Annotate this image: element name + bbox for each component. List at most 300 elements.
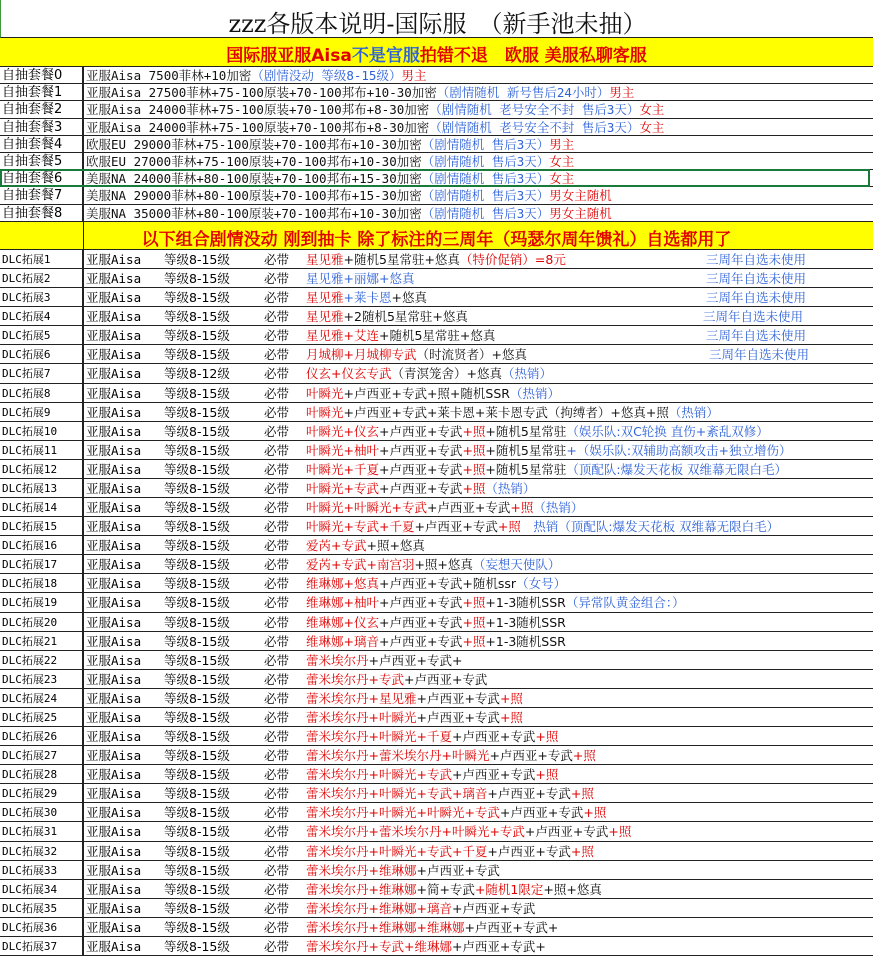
dlc-segment: 蕾米埃尔丹+蕾米埃尔丹+叶瞬光+专武 (306, 824, 525, 840)
dlc-name[interactable]: DLC拓展10 (0, 422, 83, 440)
dlc-name[interactable]: DLC拓展36 (0, 918, 83, 936)
dlc-server: 亚服Aisa (86, 652, 142, 668)
dlc-segment: +卢西亚+专武+ (368, 652, 463, 668)
dlc-segment: （热销） (509, 385, 560, 401)
package-name[interactable]: 自抽套餐3 (0, 119, 83, 135)
dlc-row[interactable] (0, 345, 873, 364)
dlc-segment: +卢西亚+专武 (378, 614, 463, 630)
dlc-name[interactable]: DLC拓展11 (0, 441, 83, 459)
dlc-segment: +卢西亚+专武 (426, 500, 511, 516)
dlc-segment: +照+悠真 (543, 881, 602, 897)
dlc-row[interactable] (0, 918, 873, 937)
banner-combo-notice[interactable] (0, 222, 873, 250)
dlc-name[interactable]: DLC拓展37 (0, 937, 83, 955)
dlc-segment: +照 (462, 480, 486, 496)
dlc-row[interactable] (0, 899, 873, 918)
banner-policy: 拍错不退 欧服 美服私聊客服 (419, 46, 647, 66)
dlc-content (306, 326, 495, 344)
dlc-content (306, 937, 546, 955)
dlc-level: 等级8-15级 (164, 690, 230, 706)
dlc-row[interactable] (0, 861, 873, 880)
package-note: （剧情随机 新号售后24小时） (436, 85, 610, 101)
dlc-row[interactable] (0, 498, 873, 517)
package-spec: 29000菲林+75-100原装+70-100邦布+10-30加密 (133, 136, 422, 152)
dlc-row[interactable] (0, 441, 873, 460)
dlc-name[interactable]: DLC拓展13 (0, 479, 83, 497)
dlc-name[interactable]: DLC拓展19 (0, 593, 83, 611)
package-row[interactable] (0, 84, 873, 101)
dlc-must: 必带 (264, 862, 290, 878)
dlc-content (306, 517, 779, 535)
package-row[interactable] (0, 170, 873, 187)
dlc-segment: +卢西亚+专武+ (451, 938, 546, 954)
dlc-segment: 星见雅 (306, 252, 344, 267)
dlc-name[interactable]: DLC拓展21 (0, 632, 83, 650)
dlc-must: 必带 (264, 824, 290, 840)
dlc-segment: （热销） (533, 500, 584, 516)
dlc-row[interactable] (0, 689, 873, 708)
package-server: 亚服Aisa (86, 85, 149, 101)
dlc-must: 必带 (264, 671, 290, 687)
dlc-segment: +卢西亚+专武 (378, 633, 463, 649)
dlc-level: 等级8-15级 (164, 500, 230, 516)
dlc-segment: +随机5星常驻+悠真 (378, 328, 496, 344)
package-note: （剧情随机 老号安全不封 售后3天） (429, 119, 640, 135)
dlc-level: 等级8-15级 (164, 614, 230, 630)
dlc-name[interactable]: DLC拓展33 (0, 861, 83, 879)
package-detail[interactable] (83, 84, 634, 100)
dlc-server: 亚服Aisa (86, 461, 142, 477)
dlc-segment: 爱芮+专武 (306, 538, 367, 554)
dlc-anniversary-note: 三周年自选未使用 (706, 271, 807, 287)
dlc-row[interactable] (0, 937, 873, 956)
dlc-segment: +卢西亚+专武 (378, 442, 463, 458)
dlc-must: 必带 (264, 805, 290, 821)
dlc-row[interactable] (0, 574, 873, 593)
dlc-row[interactable] (0, 288, 873, 307)
dlc-row[interactable] (0, 593, 873, 612)
package-spec: 7500菲林+10加密 (148, 68, 252, 83)
dlc-segment: +随机5星常驻 (485, 423, 567, 439)
package-detail[interactable] (83, 205, 612, 221)
dlc-segment: +卢西亚+专武 (451, 729, 536, 745)
dlc-content (306, 345, 527, 363)
dlc-segment: 蕾米埃尔丹+星见雅 (306, 690, 417, 706)
package-tag: 女主 (549, 154, 575, 169)
dlc-segment: +照 (462, 633, 486, 649)
dlc-server: 亚服Aisa (86, 480, 142, 496)
dlc-row[interactable] (0, 803, 873, 822)
dlc-row[interactable] (0, 326, 873, 345)
dlc-content (306, 536, 425, 554)
dlc-segment: +卢西亚+专武 (451, 767, 536, 783)
dlc-segment: 叶瞬光+叶瞬光+专武 (306, 500, 427, 516)
dlc-segment: 蕾米埃尔丹+维琳娜 (306, 881, 417, 897)
dlc-must: 必带 (264, 767, 290, 783)
dlc-segment: （顶配队:爆发天花板 双维幕无限白毛） (566, 461, 788, 477)
dlc-server: 亚服Aisa (86, 595, 142, 611)
dlc-segment: +随机5星常驻 (485, 442, 567, 458)
package-server: 亚服Aisa (86, 119, 149, 135)
dlc-level: 等级8-15级 (164, 480, 230, 496)
dlc-row[interactable] (0, 880, 873, 899)
package-note: （剧情随机 老号安全不封 售后3天） (429, 102, 640, 118)
dlc-segment: （热销） (668, 404, 719, 420)
dlc-server: 亚服Aisa (86, 709, 142, 725)
dlc-content (306, 364, 552, 382)
package-name[interactable]: 自抽套餐5 (0, 153, 83, 169)
dlc-level: 等级8-15级 (164, 271, 230, 287)
package-server: 美服NA (86, 171, 134, 187)
dlc-server: 亚服Aisa (86, 271, 142, 287)
dlc-segment: 仪玄+仪玄专武 (306, 366, 392, 382)
dlc-level: 等级8-15级 (164, 748, 230, 764)
dlc-segment: （热销） (501, 366, 552, 382)
package-server: 亚服Aisa (86, 68, 149, 83)
dlc-segment: +卢西亚+专武 (451, 900, 536, 916)
dlc-segment: 星见雅+艾连 (306, 328, 379, 344)
package-row[interactable] (0, 205, 873, 222)
dlc-content (306, 861, 500, 879)
dlc-segment: +卢西亚+专武 (378, 461, 463, 477)
dlc-name[interactable]: DLC拓展17 (0, 555, 83, 573)
dlc-row[interactable] (0, 555, 873, 574)
dlc-segment: +照 (583, 805, 607, 821)
dlc-row[interactable] (0, 422, 873, 441)
dlc-name[interactable]: DLC拓展1 (0, 250, 83, 268)
banner-combo-text: 以下组合剧情没动 刚到抽卡 除了标注的三周年（玛瑟尔周年馈礼）自选都用了 (141, 230, 732, 250)
package-tag: 男主 (549, 136, 575, 152)
dlc-content (306, 822, 631, 840)
dlc-content (306, 384, 560, 402)
dlc-name[interactable]: DLC拓展22 (0, 651, 83, 669)
package-tag: 女主 (639, 119, 665, 135)
dlc-level: 等级8-15级 (164, 671, 230, 687)
dlc-name[interactable]: DLC拓展16 (0, 536, 83, 554)
package-spec: 27500菲林+75-100原装+70-100邦布+10-30加密 (148, 85, 437, 101)
dlc-name[interactable]: DLC拓展23 (0, 670, 83, 688)
dlc-level: 等级8-15级 (164, 786, 230, 802)
package-spec: 24000菲林+75-100原装+70-100邦布+8-30加密 (148, 119, 430, 135)
dlc-row[interactable] (0, 708, 873, 727)
dlc-must: 必带 (264, 328, 290, 344)
dlc-must: 必带 (264, 252, 290, 267)
dlc-segment: +卢西亚+专武 (499, 805, 584, 821)
dlc-name[interactable]: DLC拓展8 (0, 384, 83, 402)
dlc-row[interactable] (0, 307, 873, 326)
dlc-server: 亚服Aisa (86, 442, 142, 458)
dlc-row[interactable] (0, 384, 873, 403)
banner-server-notice[interactable] (0, 38, 873, 67)
package-tag: 女主 (639, 102, 665, 118)
dlc-must: 必带 (264, 480, 290, 496)
dlc-segment: （异常队黄金组合：） (565, 595, 685, 611)
dlc-row[interactable] (0, 670, 873, 689)
dlc-must: 必带 (264, 614, 290, 630)
dlc-segment: +莱卡恩 (343, 290, 392, 306)
package-row[interactable] (0, 119, 873, 136)
dlc-name[interactable]: DLC拓展15 (0, 517, 83, 535)
dlc-name[interactable]: DLC拓展5 (0, 326, 83, 344)
dlc-server: 亚服Aisa (86, 557, 142, 573)
package-detail[interactable] (83, 136, 574, 152)
dlc-must: 必带 (264, 423, 290, 439)
dlc-server: 亚服Aisa (86, 843, 142, 859)
dlc-server: 亚服Aisa (86, 805, 142, 821)
dlc-anniversary-note: 三周年自选未使用 (709, 347, 810, 363)
dlc-row[interactable] (0, 536, 873, 555)
dlc-server: 亚服Aisa (86, 500, 142, 516)
dlc-segment: （时流贤者）+悠真 (416, 347, 527, 363)
dlc-segment: +1-3随机SSR (485, 614, 566, 630)
dlc-row[interactable] (0, 727, 873, 746)
dlc-level: 等级8-15级 (164, 538, 230, 554)
dlc-must: 必带 (264, 843, 290, 859)
dlc-level: 等级8-15级 (164, 805, 230, 821)
package-note: （剧情随机 售后3天） (421, 154, 550, 169)
dlc-level: 等级8-15级 (164, 919, 230, 935)
dlc-content (306, 632, 566, 650)
dlc-row[interactable] (0, 822, 873, 841)
dlc-name[interactable]: DLC拓展2 (0, 269, 83, 287)
dlc-server: 亚服Aisa (86, 614, 142, 630)
dlc-row[interactable] (0, 479, 873, 498)
package-detail[interactable] (83, 153, 574, 169)
package-spec: 24000菲林+75-100原装+70-100邦布+8-30加密 (148, 102, 430, 118)
dlc-server: 亚服Aisa (86, 786, 142, 802)
dlc-name[interactable]: DLC拓展25 (0, 708, 83, 726)
dlc-content (306, 460, 787, 478)
package-spec: 35000菲林+80-100原装+70-100邦布+10-30加密 (133, 205, 422, 221)
dlc-name[interactable]: DLC拓展12 (0, 460, 83, 478)
dlc-content (306, 555, 560, 573)
dlc-segment: +简+专武 (416, 881, 475, 897)
package-detail[interactable] (83, 119, 664, 135)
dlc-segment: 维琳娜+悠真 (306, 576, 379, 592)
package-spec: 27000菲林+75-100原装+70-100邦布+10-30加密 (133, 154, 422, 169)
package-name[interactable]: 自抽套餐1 (0, 84, 83, 100)
dlc-content (306, 498, 583, 516)
dlc-segment: +照 (608, 824, 632, 840)
dlc-name[interactable]: DLC拓展24 (0, 689, 83, 707)
dlc-must: 必带 (264, 500, 290, 516)
dlc-level: 等级8-15级 (164, 824, 230, 840)
dlc-anniversary-note: 三周年自选未使用 (706, 290, 807, 306)
dlc-name[interactable]: DLC拓展32 (0, 842, 83, 860)
dlc-segment: +卢西亚+专武+照+随机SSR (343, 385, 510, 401)
dlc-name[interactable]: DLC拓展34 (0, 880, 83, 898)
dlc-level: 等级8-15级 (164, 328, 230, 344)
package-note: （剧情随机 售后3天） (421, 136, 550, 152)
dlc-row[interactable] (0, 632, 873, 651)
package-detail[interactable] (83, 170, 574, 186)
dlc-row[interactable] (0, 460, 873, 479)
package-name[interactable]: 自抽套餐6 (0, 170, 83, 186)
dlc-content (306, 403, 719, 421)
dlc-level: 等级8-15级 (164, 595, 230, 611)
dlc-must: 必带 (264, 748, 290, 764)
dlc-level: 等级8-15级 (164, 423, 230, 439)
dlc-segment: 蕾米埃尔丹+蕾米埃尔丹+叶瞬光 (306, 748, 490, 764)
dlc-level: 等级8-15级 (164, 938, 230, 954)
dlc-segment: 叶瞬光+专武 (306, 480, 379, 496)
dlc-level: 等级8-15级 (164, 309, 230, 325)
package-tag: 男主 (401, 68, 427, 83)
dlc-segment: +卢西亚+专武 (403, 671, 488, 687)
dlc-segment: +照 (462, 442, 486, 458)
dlc-server: 亚服Aisa (86, 767, 142, 783)
package-name[interactable]: 自抽套餐4 (0, 136, 83, 152)
dlc-name[interactable]: DLC拓展30 (0, 803, 83, 821)
package-row[interactable] (0, 67, 873, 84)
dlc-segment: +卢西亚+专武 (524, 824, 609, 840)
dlc-segment: 热销（顶配队:爆发天花板 双维幕无限白毛） (520, 519, 780, 535)
dlc-server: 亚服Aisa (86, 900, 142, 916)
dlc-server: 亚服Aisa (86, 938, 142, 954)
package-row[interactable] (0, 187, 873, 204)
dlc-name[interactable]: DLC拓展35 (0, 899, 83, 917)
dlc-row[interactable] (0, 269, 873, 288)
dlc-segment: 蕾米埃尔丹+叶瞬光+专武+千夏 (306, 843, 488, 859)
dlc-segment: +照 (499, 709, 523, 725)
dlc-must: 必带 (264, 347, 290, 363)
dlc-row[interactable] (0, 613, 873, 632)
package-row[interactable] (0, 153, 873, 170)
dlc-content (306, 899, 535, 917)
dlc-segment: 蕾米埃尔丹+叶瞬光+千夏 (306, 729, 452, 745)
dlc-name[interactable]: DLC拓展14 (0, 498, 83, 516)
dlc-content (306, 307, 468, 325)
dlc-segment: 蕾米埃尔丹+维琳娜+维琳娜 (306, 919, 465, 935)
dlc-name[interactable]: DLC拓展18 (0, 574, 83, 592)
dlc-row[interactable] (0, 250, 873, 269)
package-name[interactable]: 自抽套餐8 (0, 205, 83, 221)
dlc-row[interactable] (0, 765, 873, 784)
dlc-must: 必带 (264, 366, 290, 382)
dlc-content (306, 880, 602, 898)
dlc-server: 亚服Aisa (86, 633, 142, 649)
banner-server: 国际服亚服Aisa (226, 46, 352, 66)
dlc-must: 必带 (264, 881, 290, 897)
dlc-server: 亚服Aisa (86, 309, 142, 325)
dlc-server: 亚服Aisa (86, 538, 142, 554)
package-row[interactable] (0, 101, 873, 118)
package-detail[interactable] (83, 67, 426, 83)
dlc-segment: 叶瞬光+专武+千夏 (306, 519, 415, 535)
dlc-name[interactable]: DLC拓展6 (0, 345, 83, 363)
dlc-name[interactable]: DLC拓展7 (0, 364, 83, 382)
dlc-content (306, 746, 596, 764)
dlc-segment: 爱芮+专武+南宫羽 (306, 557, 415, 573)
dlc-segment: 维琳娜+柚叶 (306, 595, 379, 611)
dlc-server: 亚服Aisa (86, 690, 142, 706)
title-row[interactable] (0, 0, 873, 38)
dlc-segment: +卢西亚+专武 (378, 595, 463, 611)
dlc-name[interactable]: DLC拓展9 (0, 403, 83, 421)
dlc-content (306, 422, 769, 440)
dlc-content (306, 918, 558, 936)
dlc-name[interactable]: DLC拓展20 (0, 613, 83, 631)
dlc-level: 等级8-15级 (164, 442, 230, 458)
dlc-content (306, 689, 523, 707)
dlc-segment: 星见雅+丽娜+悠真 (306, 271, 415, 287)
dlc-name[interactable]: DLC拓展31 (0, 822, 83, 840)
dlc-server: 亚服Aisa (86, 347, 142, 363)
dlc-must: 必带 (264, 938, 290, 954)
dlc-content (306, 708, 523, 726)
dlc-segment: 蕾米埃尔丹 (306, 652, 369, 668)
dlc-segment: 月城柳+月城柳专武 (306, 347, 417, 363)
dlc-anniversary-note: 三周年自选未使用 (706, 328, 807, 344)
dlc-segment: 蕾米埃尔丹+专武 (306, 671, 404, 687)
package-detail[interactable] (83, 101, 664, 117)
dlc-level: 等级8-15级 (164, 862, 230, 878)
dlc-row[interactable] (0, 842, 873, 861)
package-row[interactable] (0, 136, 873, 153)
dlc-name[interactable]: DLC拓展4 (0, 307, 83, 325)
package-note: （剧情随机 售后3天） (421, 205, 550, 221)
dlc-level: 等级8-15级 (164, 843, 230, 859)
dlc-row[interactable] (0, 517, 873, 536)
dlc-row[interactable] (0, 746, 873, 765)
dlc-segment: +照 (572, 748, 596, 764)
dlc-server: 亚服Aisa (86, 385, 142, 401)
dlc-server: 亚服Aisa (86, 862, 142, 878)
dlc-level: 等级8-15级 (164, 709, 230, 725)
dlc-level: 等级8-15级 (164, 461, 230, 477)
dlc-segment: 星见雅 (306, 309, 344, 325)
dlc-segment: +1-3随机SSR (485, 633, 566, 649)
dlc-server: 亚服Aisa (86, 824, 142, 840)
dlc-level: 等级8-15级 (164, 652, 230, 668)
package-tag: 女主 (549, 171, 575, 187)
dlc-level: 等级8-15级 (164, 767, 230, 783)
dlc-name[interactable]: DLC拓展28 (0, 765, 83, 783)
dlc-segment: 蕾米埃尔丹+叶瞬光+专武 (306, 767, 452, 783)
package-name[interactable]: 自抽套餐0 (0, 67, 83, 83)
package-name[interactable]: 自抽套餐7 (0, 187, 83, 203)
dlc-content (306, 269, 414, 287)
dlc-row[interactable] (0, 651, 873, 670)
dlc-segment: +卢西亚+专武 (416, 709, 500, 725)
dlc-content (306, 670, 487, 688)
dlc-row[interactable] (0, 784, 873, 803)
dlc-content (306, 784, 594, 802)
dlc-segment: +卢西亚+专武 (489, 748, 573, 764)
dlc-server: 亚服Aisa (86, 404, 142, 420)
dlc-name[interactable]: DLC拓展26 (0, 727, 83, 745)
dlc-segment: 蕾米埃尔丹+维琳娜+璃音 (306, 900, 452, 916)
dlc-row[interactable] (0, 403, 873, 422)
package-detail[interactable] (83, 187, 612, 203)
dlc-level: 等级8-15级 (164, 633, 230, 649)
package-spec: 24000菲林+80-100原装+70-100邦布+15-30加密 (133, 171, 422, 187)
dlc-name[interactable]: DLC拓展29 (0, 784, 83, 802)
dlc-segment: +照 (497, 519, 521, 535)
dlc-server: 亚服Aisa (86, 576, 142, 592)
dlc-server: 亚服Aisa (86, 748, 142, 764)
dlc-segment: 蕾米埃尔丹+维琳娜 (306, 862, 417, 878)
dlc-name[interactable]: DLC拓展27 (0, 746, 83, 764)
dlc-segment: +照+悠真 (414, 557, 473, 573)
dlc-level: 等级8-15级 (164, 290, 230, 306)
dlc-row[interactable] (0, 364, 873, 383)
package-name[interactable]: 自抽套餐2 (0, 101, 83, 117)
dlc-content (306, 250, 566, 268)
dlc-name[interactable]: DLC拓展3 (0, 288, 83, 306)
dlc-server: 亚服Aisa (86, 290, 142, 306)
dlc-must: 必带 (264, 690, 290, 706)
